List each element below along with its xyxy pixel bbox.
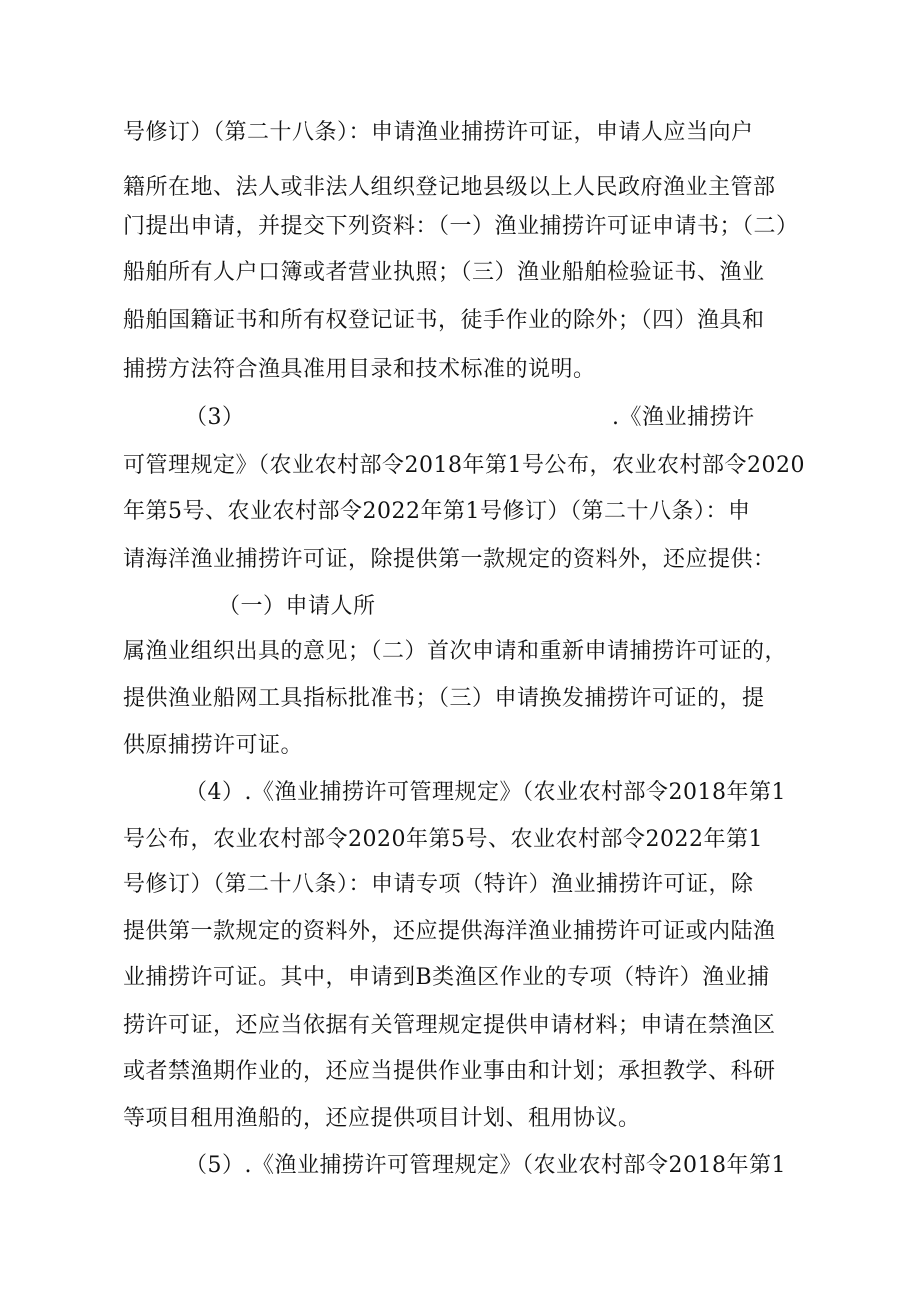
text-line: 号修订）（第二十八条）：申请渔业捕捞许可证，申请人应当向户: [123, 120, 754, 145]
text-line: 船舶国籍证书和所有权登记证书，徒手作业的除外；（四）渔具和: [123, 308, 765, 333]
text-line: 捕捞方法符合渔具准用目录和技术标准的说明。: [123, 357, 596, 382]
text-line: 业捕捞许可证。其中，申请到B类渔区作业的专项（特许）渔业捕: [123, 965, 770, 990]
text-line: （5）.《渔业捕捞许可管理规定》（农业农村部令2018年第1: [185, 1153, 786, 1178]
text-line: 年第5号、农业农村部令2022年第1号修订）（第二十八条）：申: [123, 499, 751, 524]
text-line: 等项目租用渔船的，还应提供项目计划、租用协议。: [123, 1106, 641, 1131]
text-line: 属渔业组织出具的意见；（二）首次申请和重新申请捕捞许可证的，: [123, 639, 788, 664]
text-line: 供原捕捞许可证。: [123, 733, 304, 758]
text-line: （一）申请人所: [218, 594, 376, 619]
text-line: 船舶所有人户口簿或者营业执照；（三）渔业船舶检验证书、渔业: [123, 260, 765, 285]
text-line: 门提出申请，并提交下列资料：（一）渔业捕捞许可证申请书；（二）: [123, 214, 799, 239]
text-line: 或者禁渔期作业的，还应当提供作业事由和计划；承担教学、科研: [123, 1059, 776, 1084]
text-line: 号公布，农业农村部令2020年第5号、农业农村部令2022年第1: [123, 827, 763, 852]
paragraph-number: （3）: [185, 405, 245, 430]
text-line: （4）.《渔业捕捞许可管理规定》（农业农村部令2018年第1: [185, 780, 786, 805]
text-line: 捞许可证，还应当依据有关管理规定提供申请材料；申请在禁渔区: [123, 1013, 776, 1038]
text-line: 籍所在地、法人或非法人组织登记地县级以上人民政府渔业主管部: [123, 175, 776, 200]
text-line: .《渔业捕捞许: [612, 405, 755, 430]
text-line: 号修订）（第二十八条）：申请专项（特许）渔业捕捞许可证，除: [123, 872, 754, 897]
text-line: 提供第一款规定的资料外，还应提供海洋渔业捕捞许可证或内陆渔: [123, 919, 776, 944]
text-line: 请海洋渔业捕捞许可证，除提供第一款规定的资料外，还应提供：: [123, 547, 776, 572]
text-line: 提供渔业船网工具指标批准书；（三）申请换发捕捞许可证的，提: [123, 686, 765, 711]
text-line: 可管理规定》（农业农村部令2018年第1号公布，农业农村部令2020: [123, 453, 805, 478]
